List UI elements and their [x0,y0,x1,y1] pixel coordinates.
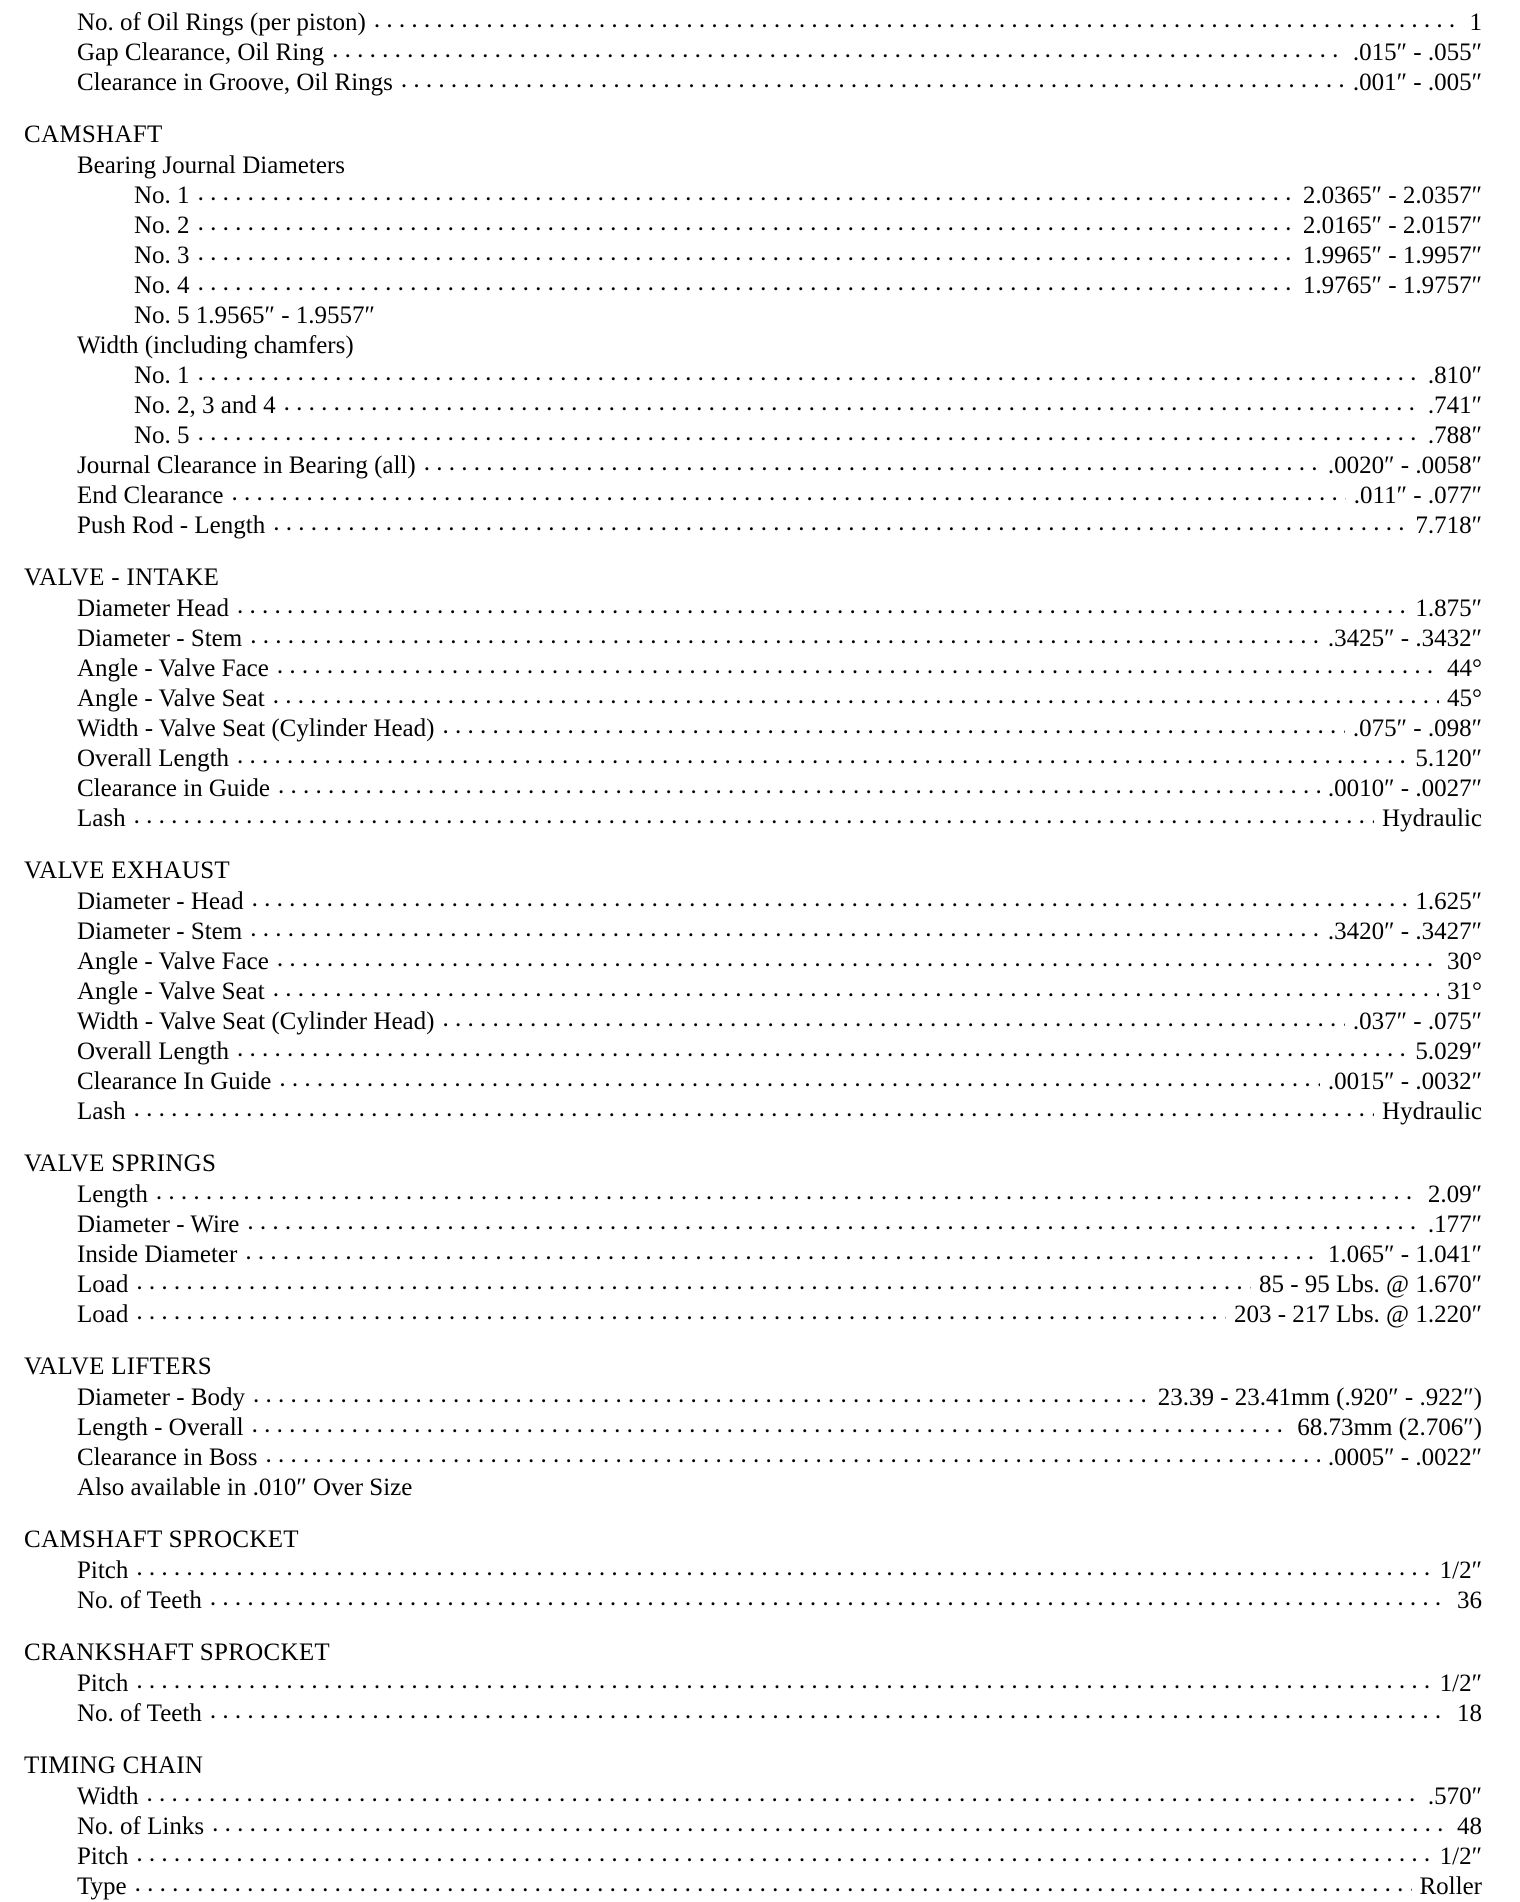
spec-label: Clearance in Groove, Oil Rings [77,69,393,96]
spec-row [22,1669,1482,1699]
spec-section [22,1524,1482,1616]
section-heading: VALVE LIFTERS [24,1353,212,1380]
dot-leader [278,774,1320,796]
dot-leader [135,1872,1412,1894]
spec-value: .0005″ - .0022″ [1327,1444,1482,1471]
dot-leader [210,1699,1449,1721]
spec-label: No. 1 [134,182,190,209]
spec-section [22,8,1482,98]
spec-value: 2.0365″ - 2.0357″ [1302,182,1482,209]
spec-row [22,211,1482,241]
dot-leader [277,947,1439,969]
dot-leader [198,361,1420,383]
dot-leader [136,1300,1226,1322]
spec-label: No. 3 [134,242,190,269]
spec-row [22,624,1482,654]
spec-label: Pitch [77,1670,129,1697]
spec-value: 48 [1457,1813,1482,1840]
spec-row [22,38,1482,68]
section-spacer [22,1503,1482,1524]
spec-value: 44° [1447,655,1482,682]
spec-value: .741″ [1427,392,1482,419]
spec-label: Overall Length [77,1038,230,1065]
spec-value: .011″ - .077″ [1353,482,1482,509]
spec-row [22,391,1482,421]
dot-leader [252,1413,1290,1435]
spec-label: Diameter Head [77,595,230,622]
spec-label: Length [77,1181,148,1208]
dot-leader [198,421,1420,443]
dot-leader [237,594,1407,616]
spec-value: .0015″ - .0032″ [1327,1068,1482,1095]
spec-note: No. 5 1.9565″ - 1.9557″ [134,302,375,329]
spec-label: Diameter - Body [77,1384,246,1411]
spec-row [22,1812,1482,1842]
dot-leader [252,887,1408,909]
spec-note: Also available in .010″ Over Size [77,1474,413,1501]
spec-row [22,1270,1482,1300]
spec-row [22,1443,1482,1473]
dot-leader [198,181,1295,203]
spec-value: .570″ [1427,1783,1482,1810]
spec-value: Roller [1419,1873,1482,1900]
spec-label: Journal Clearance in Bearing (all) [77,452,416,479]
dot-leader [198,241,1295,263]
spec-section [22,855,1482,1127]
spec-row [22,947,1482,977]
spec-value: Hydraulic [1382,805,1482,832]
spec-label: Angle - Valve Seat [77,978,265,1005]
section-heading: CAMSHAFT SPROCKET [24,1526,299,1553]
spec-row [22,68,1482,98]
spec-row [22,1699,1482,1729]
dot-leader [279,1067,1319,1089]
spec-row [22,1067,1482,1097]
dot-leader [198,211,1295,233]
spec-value: Hydraulic [1382,1098,1482,1125]
section-spacer [22,1616,1482,1637]
dot-leader [147,1782,1420,1804]
spec-value: 1/2″ [1439,1670,1482,1697]
spec-value: .001″ - .005″ [1352,69,1482,96]
spec-section [22,1148,1482,1330]
section-heading: TIMING CHAIN [24,1752,204,1779]
spec-row [22,361,1482,391]
spec-value: 1.625″ [1415,888,1482,915]
spec-value: 7.718″ [1415,512,1482,539]
spec-label: Diameter - Stem [77,625,243,652]
spec-section [22,119,1482,541]
spec-label: Inside Diameter [77,1241,238,1268]
spec-value: 1.875″ [1415,595,1482,622]
spec-row [22,684,1482,714]
spec-value: .788″ [1427,422,1482,449]
dot-leader [134,804,1374,826]
spec-label: No. of Links [77,1813,205,1840]
spec-row [22,8,1482,38]
section-heading: CAMSHAFT [24,121,163,148]
dot-leader [136,1842,1431,1864]
spec-label: Width [77,1783,139,1810]
spec-label: Clearance in Boss [77,1444,258,1471]
spec-row [22,1180,1482,1210]
dot-leader [277,654,1439,676]
spec-value: 30° [1447,948,1482,975]
spec-label: No. 2 [134,212,190,239]
spec-row [22,744,1482,774]
spec-label: Diameter - Stem [77,918,243,945]
spec-value: 1.065″ - 1.041″ [1327,1241,1482,1268]
spec-label: Clearance in Guide [77,775,270,802]
spec-value: 1.9765″ - 1.9757″ [1302,272,1482,299]
spec-row [22,1210,1482,1240]
spec-row [22,774,1482,804]
spec-row [22,1556,1482,1586]
spec-value: .810″ [1427,362,1482,389]
spec-row [22,1097,1482,1127]
spec-label: Push Rod - Length [77,512,266,539]
spec-value: .0010″ - .0027″ [1327,775,1482,802]
spec-label: No. 1 [134,362,190,389]
spec-label: Angle - Valve Face [77,948,269,975]
dot-leader [231,481,1345,503]
spec-row [22,887,1482,917]
spec-value: 1/2″ [1439,1843,1482,1870]
spec-label: No. of Teeth [77,1587,202,1614]
spec-value: 18 [1457,1700,1482,1727]
spec-value: 68.73mm (2.706″) [1297,1414,1482,1441]
spec-label: Length - Overall [77,1414,244,1441]
spec-row [22,1007,1482,1037]
spec-note: Width (including chamfers) [77,332,354,359]
dot-leader [284,391,1420,413]
spec-value: 31° [1447,978,1482,1005]
spec-label: Pitch [77,1843,129,1870]
spec-label: No. of Teeth [77,1700,202,1727]
spec-note: Bearing Journal Diameters [77,152,345,179]
section-heading: VALVE EXHAUST [24,857,230,884]
spec-value: 1/2″ [1439,1557,1482,1584]
spec-row [22,1782,1482,1812]
spec-row [22,1037,1482,1067]
spec-label: Load [77,1271,129,1298]
dot-leader [212,1812,1449,1834]
dot-leader [247,1210,1419,1232]
dot-leader [374,8,1462,30]
spec-label: Clearance In Guide [77,1068,272,1095]
section-spacer [22,1729,1482,1750]
spec-value: 85 - 95 Lbs. @ 1.670″ [1258,1271,1482,1298]
spec-row [22,511,1482,541]
spec-row [22,594,1482,624]
spec-row [22,1872,1482,1902]
section-spacer [22,541,1482,562]
dot-leader [237,744,1407,766]
spec-row [22,654,1482,684]
spec-label: No. 4 [134,272,190,299]
dot-leader [136,1556,1431,1578]
spec-value: 2.0165″ - 2.0157″ [1302,212,1482,239]
spec-row [22,181,1482,211]
spec-section [22,1637,1482,1729]
spec-row [22,804,1482,834]
spec-section [22,562,1482,834]
dot-leader [245,1240,1319,1262]
spec-row [22,1240,1482,1270]
section-heading: VALVE - INTAKE [24,564,220,591]
dot-leader [250,917,1320,939]
spec-label: Angle - Valve Seat [77,685,265,712]
section-heading: CRANKSHAFT SPROCKET [24,1639,331,1666]
spec-label: Pitch [77,1557,129,1584]
spec-value: .075″ - .098″ [1352,715,1482,742]
spec-label: Diameter - Head [77,888,244,915]
spec-label: Diameter - Wire [77,1211,240,1238]
spec-value: 1.9965″ - 1.9957″ [1302,242,1482,269]
spec-section [22,1750,1482,1902]
spec-row [22,1300,1482,1330]
dot-leader [156,1180,1420,1202]
spec-label: End Clearance [77,482,224,509]
spec-value: .3425″ - .3432″ [1327,625,1482,652]
spec-value: 5.120″ [1415,745,1482,772]
spec-value: .177″ [1427,1211,1482,1238]
spec-row [22,271,1482,301]
section-spacer [22,1127,1482,1148]
dot-leader [198,271,1295,293]
spec-label: Angle - Valve Face [77,655,269,682]
spec-value: 45° [1447,685,1482,712]
spec-label: No. 5 [134,422,190,449]
spec-label: No. 2, 3 and 4 [134,392,276,419]
spec-row [22,917,1482,947]
dot-leader [273,511,1407,533]
specification-list [22,8,1482,1902]
spec-value: 23.39 - 23.41mm (.920″ - .922″) [1157,1384,1482,1411]
spec-row [22,714,1482,744]
spec-row [22,1586,1482,1616]
spec-value: 36 [1457,1587,1482,1614]
spec-row [22,451,1482,481]
spec-value: .3420″ - .3427″ [1327,918,1482,945]
spec-label: Type [77,1873,127,1900]
spec-label: Lash [77,805,126,832]
dot-leader [266,1443,1320,1465]
spec-label: Overall Length [77,745,230,772]
section-heading: VALVE SPRINGS [24,1150,217,1177]
section-spacer [22,98,1482,119]
spec-value: 2.09″ [1427,1181,1482,1208]
spec-label: Width - Valve Seat (Cylinder Head) [77,715,435,742]
spec-value: 203 - 217 Lbs. @ 1.220″ [1233,1301,1482,1328]
dot-leader [401,68,1345,90]
dot-leader [332,38,1345,60]
spec-value: .0020″ - .0058″ [1327,452,1482,479]
spec-label: Load [77,1301,129,1328]
spec-label: Gap Clearance, Oil Ring [77,39,325,66]
dot-leader [136,1669,1431,1691]
dot-leader [253,1383,1150,1405]
spec-label: No. of Oil Rings (per piston) [77,9,366,36]
dot-leader [250,624,1320,646]
spec-row [22,241,1482,271]
spec-row [22,481,1482,511]
spec-row [22,1842,1482,1872]
section-spacer [22,1330,1482,1351]
spec-label: Width - Valve Seat (Cylinder Head) [77,1008,435,1035]
dot-leader [134,1097,1374,1119]
spec-row [22,1413,1482,1443]
section-spacer [22,834,1482,855]
spec-value: 1 [1469,9,1482,36]
dot-leader [273,977,1439,999]
spec-row [22,1383,1482,1413]
spec-value: .015″ - .055″ [1352,39,1482,66]
dot-leader [442,714,1344,736]
dot-leader [210,1586,1449,1608]
spec-value: .037″ - .075″ [1352,1008,1482,1035]
spec-section [22,1351,1482,1503]
dot-leader [136,1270,1251,1292]
dot-leader [237,1037,1407,1059]
spec-label: Lash [77,1098,126,1125]
dot-leader [442,1007,1344,1029]
spec-value: 5.029″ [1415,1038,1482,1065]
spec-row [22,421,1482,451]
dot-leader [424,451,1320,473]
dot-leader [273,684,1439,706]
spec-row [22,977,1482,1007]
